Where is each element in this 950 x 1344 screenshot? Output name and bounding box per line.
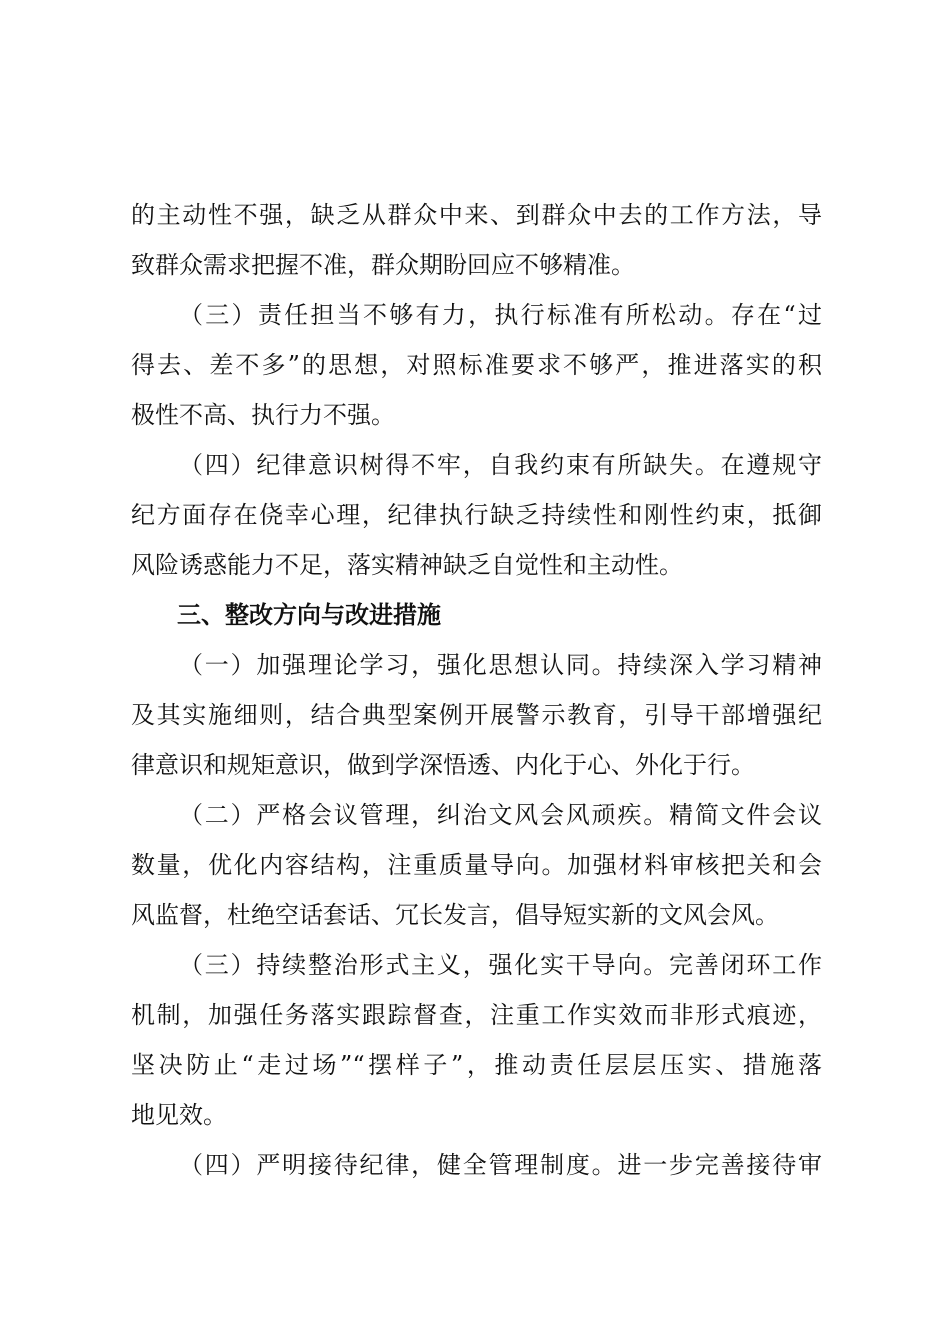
paragraph (131, 1140, 822, 1190)
document-page (131, 190, 822, 1190)
text-line: 纪方面存在侥幸心理，纪律执行缺乏持续性和刚性约束，抵御 (131, 501, 822, 529)
paragraph (131, 640, 822, 790)
text-line: （四）纪律意识树得不牢，自我约束有所缺失。在遵规守 (179, 451, 822, 479)
text-line: 数量，优化内容结构，注重质量导向。加强材料审核把关和会 (131, 851, 822, 879)
text-line: 及其实施细则，结合典型案例开展警示教育，引导干部增强纪 (131, 701, 822, 729)
paragraph (131, 190, 822, 290)
text-line: （三）持续整治形式主义，强化实干导向。完善闭环工作 (179, 951, 822, 979)
text-line: （四）严明接待纪律，健全管理制度。进一步完善接待审 (179, 1151, 822, 1179)
text-line: 极性不高、执行力不强。 (131, 401, 395, 429)
text-line: 风监督，杜绝空话套话、冗长发言，倡导短实新的文风会风。 (131, 901, 779, 929)
text-line: 的主动性不强，缺乏从群众中来、到群众中去的工作方法，导 (131, 201, 822, 229)
paragraph (131, 790, 822, 940)
text-line: 风险诱惑能力不足，落实精神缺乏自觉性和主动性。 (131, 551, 683, 579)
text-line: （一）加强理论学习，强化思想认同。持续深入学习精神 (179, 651, 822, 679)
text-line: 机制，加强任务落实跟踪督查，注重工作实效而非形式痕迹， (131, 1001, 822, 1029)
text-line: （二）严格会议管理，纠治文风会风顽疾。精简文件会议 (179, 801, 822, 829)
text-line: 三、整改方向与改进措施 (177, 600, 441, 629)
section-heading (131, 590, 822, 640)
paragraph (131, 940, 822, 1140)
text-line: 得去、差不多”的思想，对照标准要求不够严，推进落实的积 (131, 351, 822, 379)
paragraph (131, 290, 822, 440)
text-line: 律意识和规矩意识，做到学深悟透、内化于心、外化于行。 (131, 751, 755, 779)
text-line: 坚决防止“走过场”“摆样子”，推动责任层层压实、措施落 (131, 1051, 822, 1079)
text-line: （三）责任担当不够有力，执行标准有所松动。存在“过 (179, 301, 822, 329)
text-line: 地见效。 (131, 1101, 227, 1129)
paragraph (131, 440, 822, 590)
text-line: 致群众需求把握不准，群众期盼回应不够精准。 (131, 251, 635, 279)
